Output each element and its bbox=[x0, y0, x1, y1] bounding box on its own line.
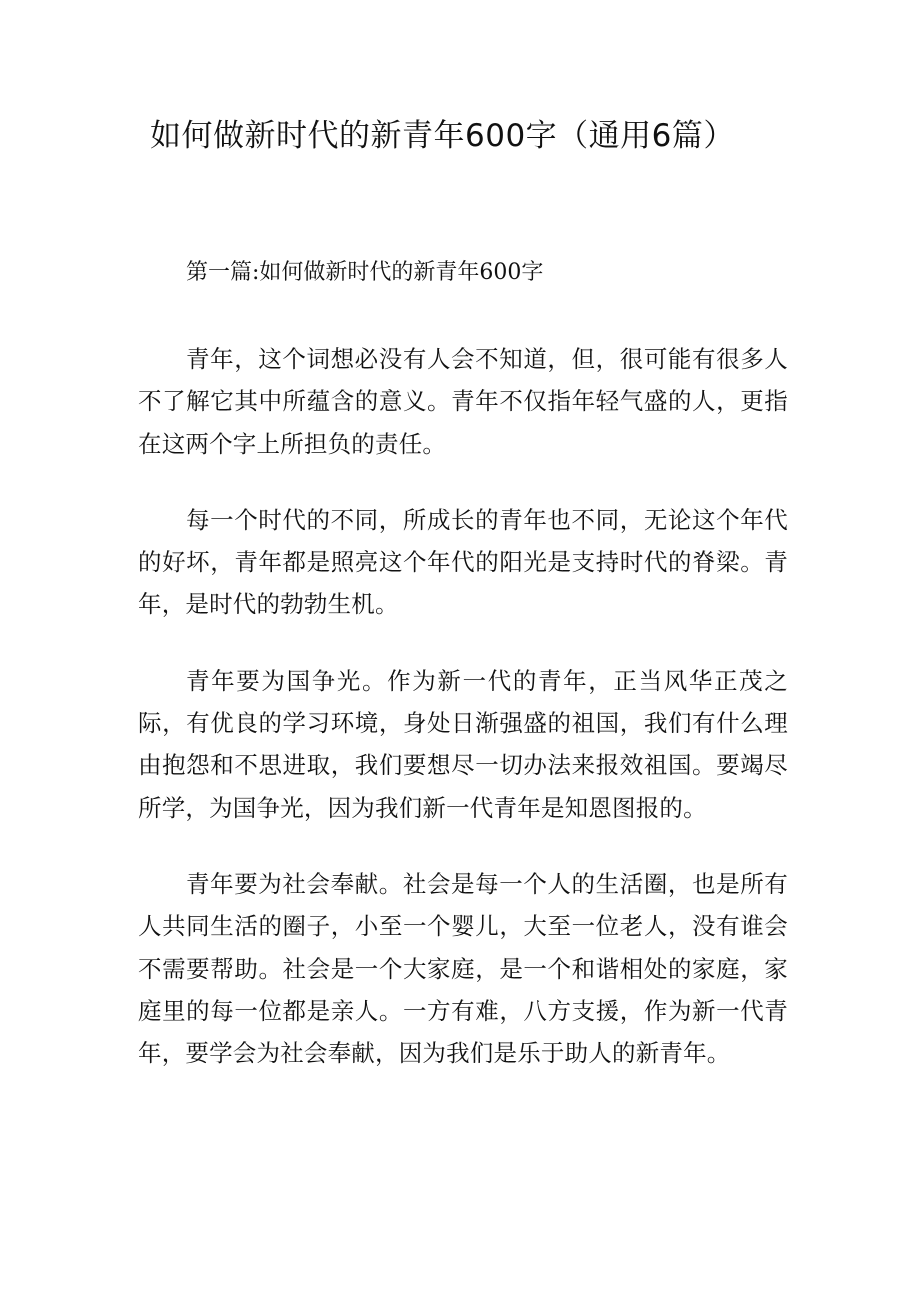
paragraph-3: 青年要为国争光。作为新一代的青年，正当风华正茂之际，有优良的学习环境，身处日渐强盛的祖国，我们有什么理由抱怨和不思进取，我们要想尽一切办法来报效祖国。要竭尽所学，为国争光，因为我们新一代青年是知恩图报的。 bbox=[138, 666, 788, 822]
section-heading: 第一篇:如何做新时代的新青年600字 bbox=[186, 260, 544, 285]
document-title: 如何做新时代的新青年600字（通用6篇） bbox=[150, 118, 735, 154]
paragraph-2: 每一个时代的不同，所成长的青年也不同，无论这个年代的好坏，青年都是照亮这个年代的阳光是支持时代的脊梁。青年，是时代的勃勃生机。 bbox=[138, 505, 788, 619]
paragraph-4: 青年要为社会奉献。社会是每一个人的生活圈，也是所有人共同生活的圈子，小至一个婴儿，大至一位老人，没有谁会不需要帮助。社会是一个大家庭，是一个和谐相处的家庭，家庭里的每一位都是亲人。一方有难，八方支援，作为新一代青年，要学会为社会奉献，因为我们是乐于助人的新青年。 bbox=[138, 869, 788, 1068]
document-body bbox=[138, 338, 788, 1108]
paragraph-1: 青年，这个词想必没有人会不知道，但，很可能有很多人不了解它其中所蕴含的意义。青年不仅指年轻气盛的人，更指在这两个字上所担负的责任。 bbox=[138, 345, 788, 458]
